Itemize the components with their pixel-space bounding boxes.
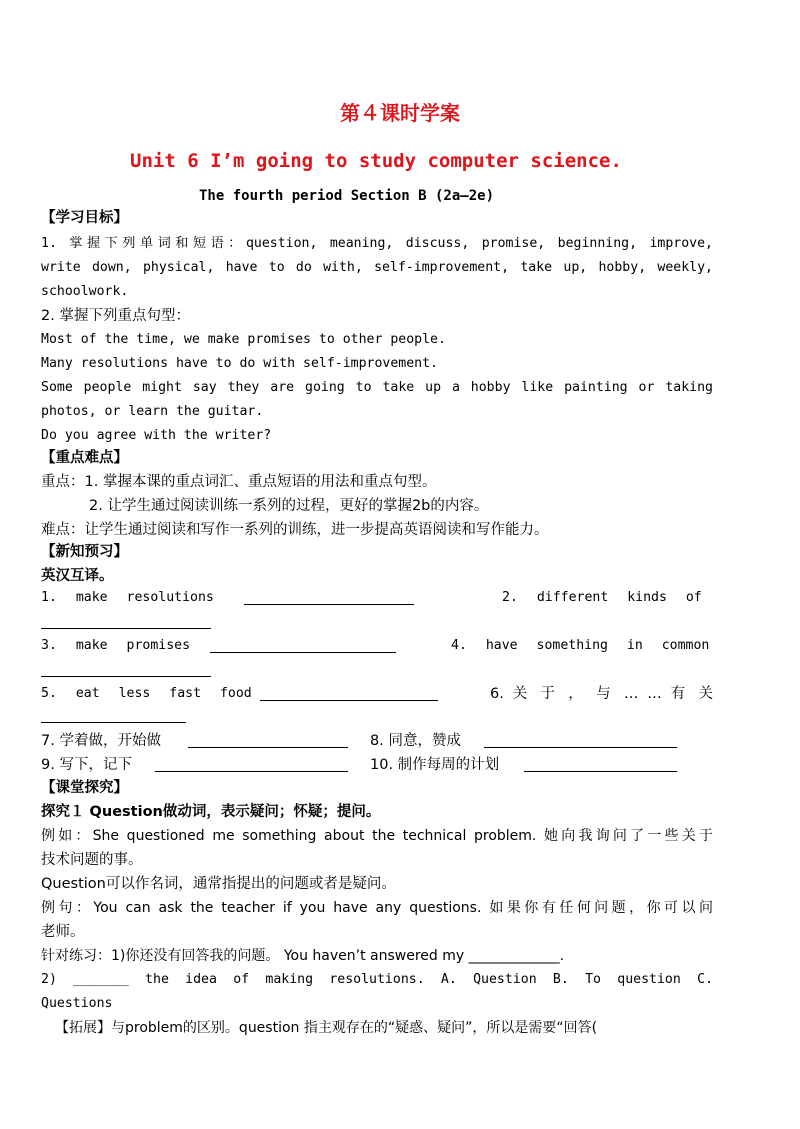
key-sentence-2: Many resolutions have to do with self-improvement.: [41, 356, 438, 371]
example-1-line-2: 技术问题的事。: [41, 852, 143, 868]
preview-question-10: 10. 制作每周的计划: [370, 757, 500, 773]
section-heading-goals: 【学习目标】: [41, 210, 128, 226]
answer-blank-3[interactable]: [210, 652, 396, 653]
section-heading-explore: 【课堂探究】: [41, 780, 128, 796]
answer-blank-2[interactable]: [41, 628, 211, 629]
practice-2-line-2: Questions: [41, 996, 113, 1011]
document-title-chinese: 第４课时学案: [340, 101, 460, 125]
preview-question-2: 2. different kinds of: [502, 590, 702, 605]
answer-blank-5[interactable]: [260, 700, 438, 701]
practice-1: 针对练习：1)你还没有回答我的问题。 You haven’t answered my _____________.: [41, 948, 565, 964]
preview-question-8: 8. 同意，赞成: [370, 733, 461, 749]
key-point-2: 2. 让学生通过阅读训练一系列的过程，更好的掌握2b的内容。: [89, 498, 489, 514]
example-2-line-2: 老师。: [41, 924, 85, 940]
answer-blank-6[interactable]: [41, 722, 186, 723]
document-subtitle: The fourth period Section B (2a—2e): [199, 188, 495, 204]
practice-2-line-1: 2) _______ the idea of making resolutions. A. Question B. To question C.: [41, 972, 713, 987]
key-sentence-3-line-1: Some people might say they are going to take up a hobby like painting or taking: [41, 380, 713, 395]
preview-heading: 英汉互译。: [41, 568, 114, 584]
preview-question-6: 6. 关 于 ， 与 … … 有 关: [490, 686, 713, 702]
section-heading-preview: 【新知预习】: [41, 544, 128, 560]
answer-blank-1[interactable]: [244, 604, 414, 605]
example-1-line-1: 例如：She questioned me something about the technical problem. 她向我询问了一些关于: [41, 828, 713, 844]
answer-blank-8[interactable]: [484, 747, 677, 748]
preview-question-9: 9. 写下，记下: [41, 757, 132, 773]
goal-item-1-line-2: write down, physical, have to do with, self-improvement, take up, hobby, weekly,: [41, 260, 713, 275]
key-point-1: 重点：1. 掌握本课的重点词汇、重点短语的用法和重点句型。: [41, 474, 437, 490]
difficult-point: 难点：让学生通过阅读和写作一系列的训练，进一步提高英语阅读和写作能力。: [41, 522, 549, 538]
section-heading-key-points: 【重点难点】: [41, 450, 128, 466]
preview-question-5: 5. eat less fast food: [41, 686, 252, 701]
preview-row-1: [41, 588, 713, 608]
preview-question-1: 1. make resolutions: [41, 590, 214, 605]
explore-heading-1: 探究１ Question做动词，表示疑问；怀疑；提问。: [41, 804, 381, 820]
goal-item-1-line-1: 1. 掌握下列单词和短语：question, meaning, discuss, promise, beginning, improve,: [41, 236, 713, 251]
key-sentence-4: Do you agree with the writer?: [41, 428, 272, 443]
answer-blank-4[interactable]: [41, 676, 211, 677]
key-sentence-1: Most of the time, we make promises to other people.: [41, 332, 446, 347]
preview-question-4: 4. have something in common: [451, 638, 710, 653]
key-sentence-3-line-2: photos, or learn the guitar.: [41, 404, 264, 419]
answer-blank-10[interactable]: [524, 771, 677, 772]
goal-item-1-line-3: schoolwork.: [41, 284, 129, 299]
document-title-english: Unit 6 I’m going to study computer science.: [130, 150, 622, 172]
example-2-line-1: 例句：You can ask the teacher if you have any questions. 如果你有任何问题，你可以问: [41, 900, 713, 916]
preview-question-3: 3. make promises: [41, 638, 191, 653]
preview-row-2: [41, 636, 713, 656]
answer-blank-7[interactable]: [188, 747, 348, 748]
goal-item-2: 2. 掌握下列重点句型：: [41, 308, 190, 324]
preview-question-7: 7. 学着做，开始做: [41, 733, 161, 749]
extension-note: 【拓展】与problem的区别。question 指主观存在的“疑惑、疑问”，所以是需要“回答(: [55, 1020, 598, 1036]
noun-usage-note: Question可以作名词，通常指提出的问题或者是疑问。: [41, 876, 396, 892]
answer-blank-9[interactable]: [155, 771, 348, 772]
preview-row-3: [41, 684, 713, 704]
